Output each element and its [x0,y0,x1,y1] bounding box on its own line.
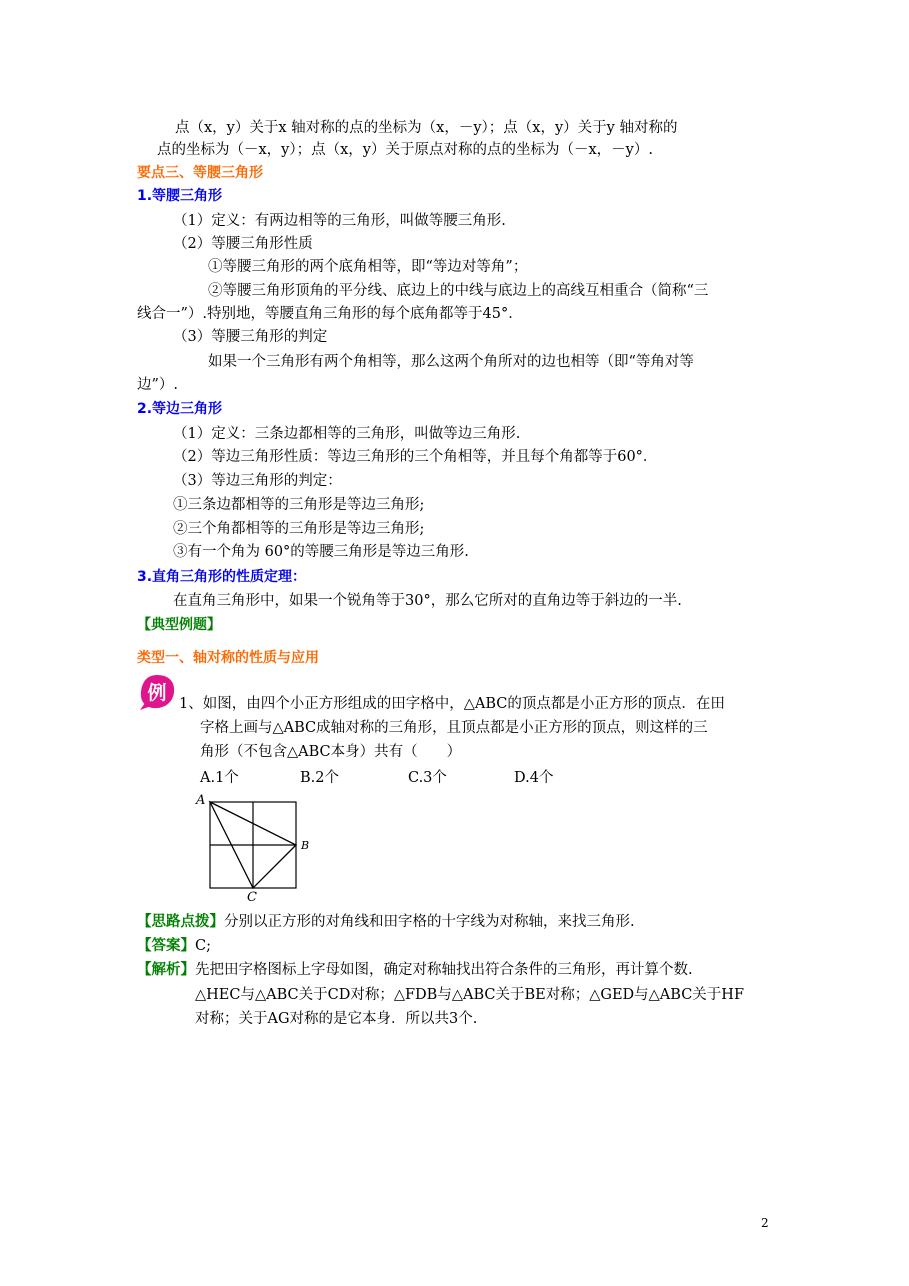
solution-line [137,959,693,981]
text-line: ②等腰三角形顶角的平分线、底边上的中线与底边上的高线互相重合（简称“三 [208,283,709,299]
grid-triangle-figure [190,790,320,909]
answer-line [137,935,211,957]
text-line: ①三条边都相等的三角形是等边三角形; [173,497,425,513]
hint-text: 分别以正方形的对角线和田字格的十字线为对称轴，来找三角形. [224,914,635,930]
question-line: 1、如图，由四个小正方形组成的田字格中，△ABC的顶点都是小正方形的顶点．在田 [179,696,725,712]
option-a: A.1个 [200,770,239,786]
option-b: B.2个 [300,770,339,786]
text-line: （1）定义：三条边都相等的三角形，叫做等边三角形. [173,426,521,442]
text-line: 线合一”）.特别地，等腰直角三角形的每个底角都等于45°． [137,306,523,322]
section-heading: 要点三、等腰三角形 [137,165,263,181]
hint-line [137,911,635,933]
solution-label: 【解析】 [137,962,195,978]
vertex-label-b: B [301,839,310,852]
type-heading: 类型一、轴对称的性质与应用 [137,650,319,666]
solution-text: 先把田字格图标上字母如图，确定对称轴找出符合条件的三角形，再计算个数. [195,962,693,978]
vertex-label-a: A [196,793,206,808]
option-c: C.3个 [408,770,447,786]
question-line: 角形（不包含△ABC本身）共有（ ） [200,744,462,760]
text-line: 边”）. [137,377,179,393]
page-number: 2 [761,1216,769,1230]
solution-line: 对称；关于AG对称的是它本身．所以共3个. [195,1011,478,1027]
text-line: ②三个角都相等的三角形是等边三角形; [173,521,425,537]
solution-line: △HEC与△ABC关于CD对称；△FDB与△ABC关于BE对称；△GED与△ABC关于HF [195,987,745,1003]
text-line: （2）等腰三角形性质 [173,236,313,252]
subsection-heading: 1.等腰三角形 [137,188,223,204]
text-line: （3）等边三角形的判定： [173,473,342,489]
text-line: 在直角三角形中，如果一个锐角等于30°，那么它所对的直角边等于斜边的一半. [173,593,682,609]
text-line: 如果一个三角形有两个角相等，那么这两个角所对的边也相等（即“等角对等 [208,354,694,370]
hint-label: 【思路点拨】 [137,914,224,930]
answer-label: 【答案】 [137,938,195,954]
text-line: （1）定义：有两边相等的三角形，叫做等腰三角形. [173,213,506,229]
badge-label: 例 [147,682,167,704]
text-line: 点的坐标为（－x，y）；点（x，y）关于原点对称的点的坐标为（－x，－y）. [157,142,653,158]
text-line: ③有一个角为 60°的等腰三角形是等边三角形. [173,544,469,560]
text-line: （3）等腰三角形的判定 [173,329,328,345]
vertex-label-c: C [247,890,257,905]
subsection-heading: 3.直角三角形的性质定理： [137,569,307,585]
examples-header: 【典型例题】 [137,617,221,633]
text-line: 点（x，y）关于x 轴对称的点的坐标为（x，－y）；点（x，y）关于y 轴对称的 [175,120,678,136]
text-line: ①等腰三角形的两个底角相等，即“等边对等角”； [208,259,528,275]
subsection-heading: 2.等边三角形 [137,401,223,417]
text-line: （2）等边三角形性质：等边三角形的三个角相等，并且每个角都等于60°． [173,449,658,465]
question-line: 字格上画与△ABC成轴对称的三角形，且顶点都是小正方形的顶点，则这样的三 [200,720,708,736]
option-d: D.4个 [514,770,554,786]
example-badge-icon [137,673,177,711]
answer-text: C; [195,938,211,954]
